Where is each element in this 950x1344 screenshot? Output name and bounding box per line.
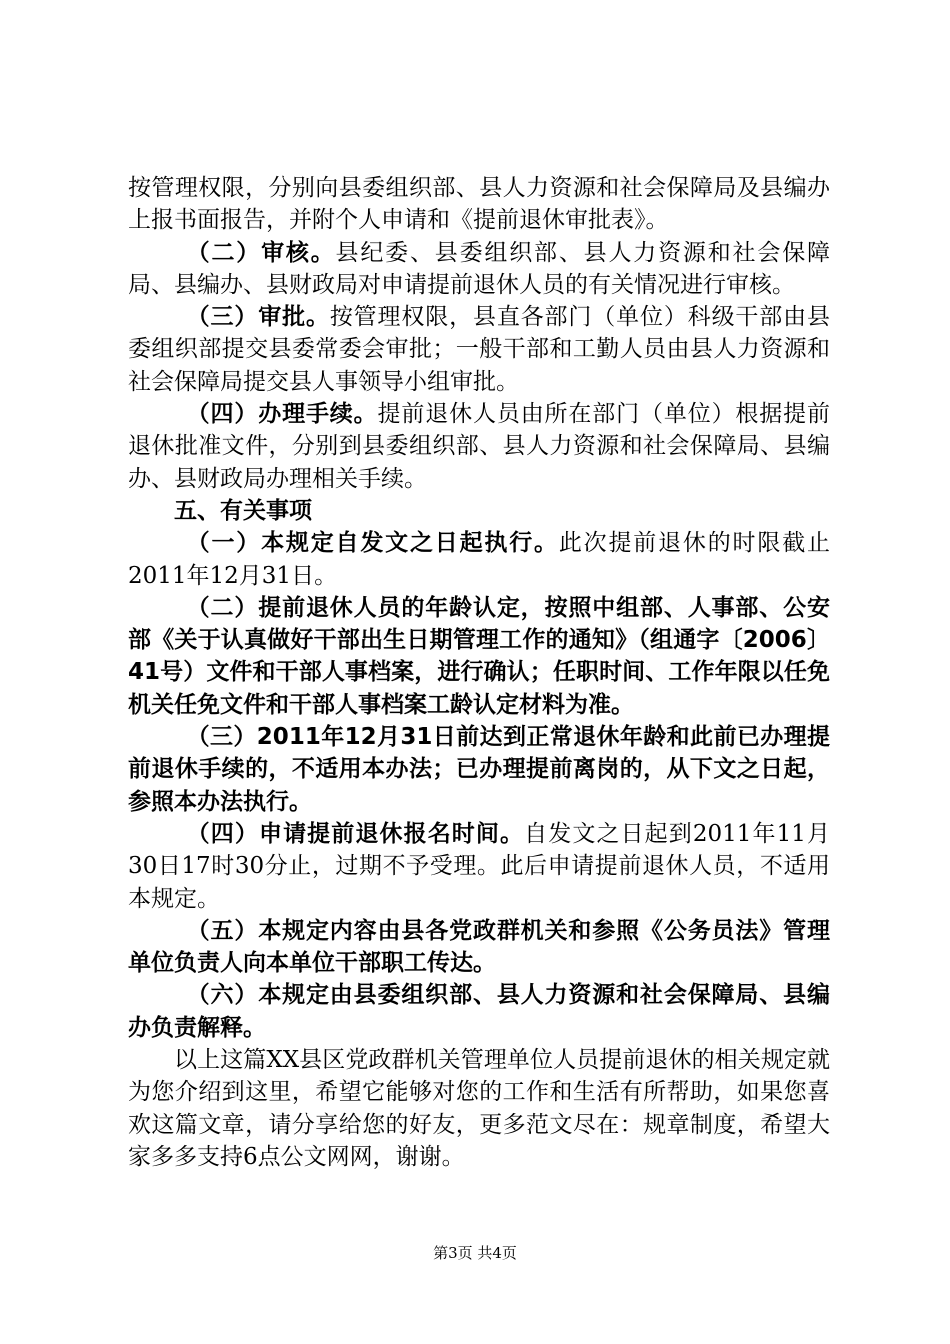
paragraph-review (128, 237, 830, 302)
paragraph-lead: （二）提前退休人员的年龄认定，按照中组部、人事部、公安部《关于认真做好干部出生日期管理工作的通知》（组通字〔2006〕41号）文件和干部人事档案，进行确认；任职时间、工作年限以任免机关任免文件和干部人事档案工龄认定材料为准。 (128, 594, 830, 718)
paragraph-lead: （三）2011年12月31日前达到正常退休年龄和此前已办理提前退休手续的，不适用本办法；已办理提前离岗的，从下文之日起，参照本办法执行。 (128, 724, 830, 815)
paragraph-lead: （六）本规定由县委组织部、县人力资源和社会保障局、县编办负责解释。 (128, 982, 830, 1041)
paragraph-approval (128, 301, 830, 398)
paragraph-item-4 (128, 818, 830, 915)
paragraph-continuation (128, 172, 830, 237)
paragraph-text: 自发文之日起到2011年11月30日17时30分止，过期不予受理。此后申请提前退休人员，不适用本规定。 (128, 820, 831, 912)
document-body (128, 172, 830, 1173)
paragraph-closing (128, 1044, 830, 1173)
paragraph-lead: （四）申请提前退休报名时间。 (186, 820, 525, 847)
page-footer (0, 1242, 950, 1263)
paragraph-item-3 (128, 721, 830, 818)
paragraph-item-1 (128, 527, 830, 592)
paragraph-item-5 (128, 915, 830, 980)
page-number-label: 第3页 共4页 (433, 1244, 517, 1262)
paragraph-text: 按管理权限，县直各部门（单位）科级干部由县委组织部提交县委常委会审批；一般干部和工勤人员由县人力资源和社会保障局提交县人事领导小组审批。 (128, 304, 831, 395)
paragraph-lead: （一）本规定自发文之日起执行。 (186, 530, 559, 557)
paragraph-procedures (128, 398, 830, 495)
paragraph-text: 此次提前退休的时限截止2011年12月31日。 (128, 530, 831, 589)
paragraph-text: 提前退休人员由所在部门（单位）根据提前退休批准文件，分别到县委组织部、县人力资源和社会保障局、县编办、县财政局办理相关手续。 (128, 401, 831, 492)
paragraph-lead: （二）审核。 (186, 239, 336, 266)
paragraph-item-2 (128, 592, 830, 721)
section-heading (128, 495, 830, 527)
paragraph-lead: （三）审批。 (186, 304, 330, 331)
paragraph-lead: （四）办理手续。 (186, 401, 378, 428)
paragraph-text: 以上这篇XX县区党政群机关管理单位人员提前退休的相关规定就为您介绍到这里，希望它能够对您的工作和生活有所帮助，如果您喜欢这篇文章，请分享给您的好友，更多范文尽在：规章制度，希望大家多多支持6点公文网网，谢谢。 (128, 1047, 830, 1170)
paragraph-lead: （五）本规定内容由县各党政群机关和参照《公务员法》管理单位负责人向本单位干部职工传达。 (128, 917, 830, 977)
paragraph-text: 按管理权限，分别向县委组织部、县人力资源和社会保障局及县编办上报书面报告，并附个人申请和《提前退休审批表》。 (128, 175, 830, 234)
paragraph-item-6 (128, 979, 830, 1044)
section-heading-text: 五、有关事项 (174, 497, 312, 524)
paragraph-text: 县纪委、县委组织部、县人力资源和社会保障局、县编办、县财政局对申请提前退休人员的有关情况进行审核。 (128, 239, 831, 298)
